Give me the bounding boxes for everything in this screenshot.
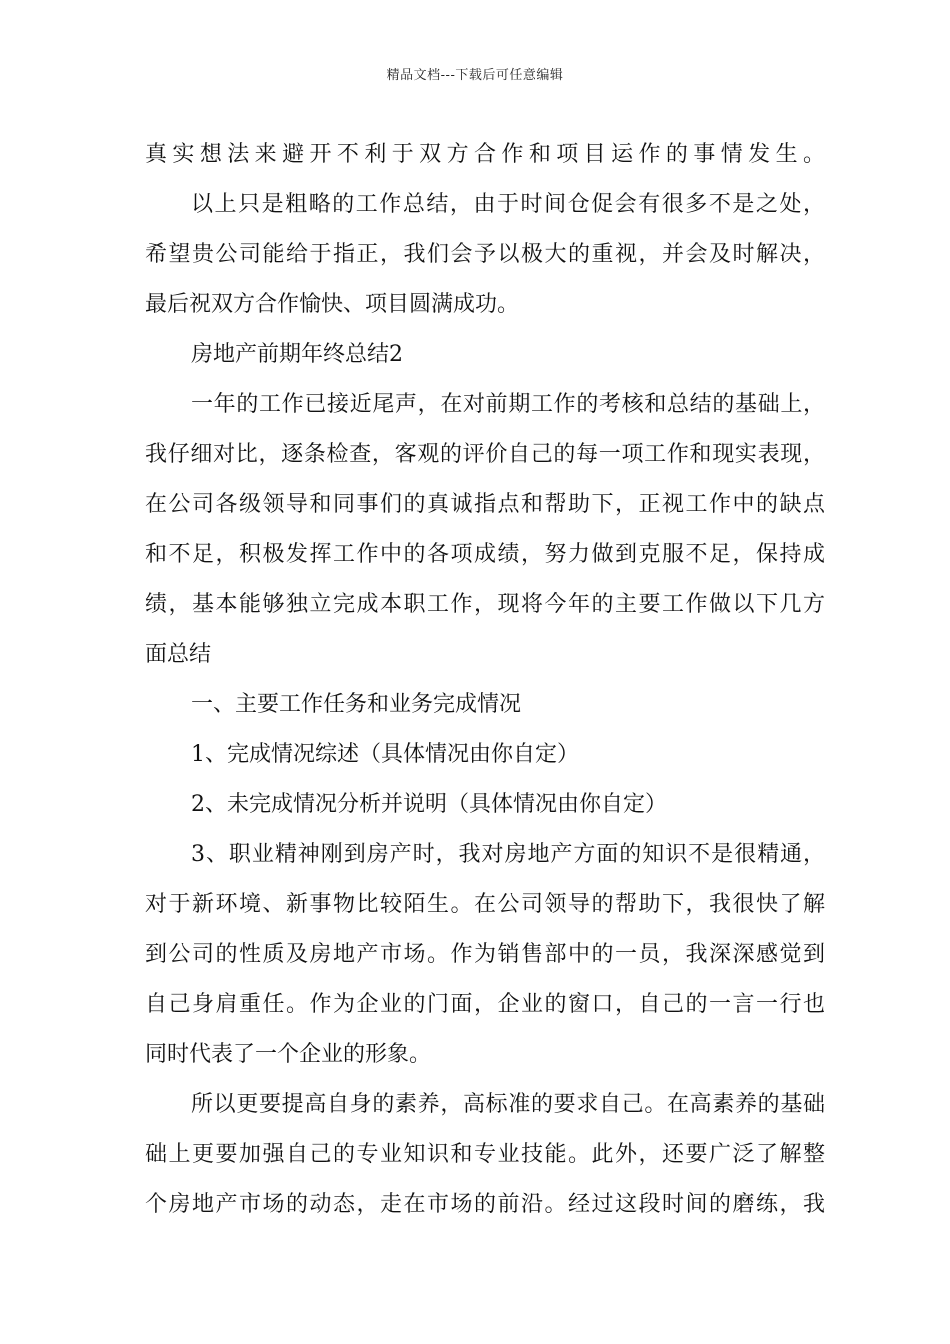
text-line: 所以更要提高自身的素养，高标准的要求自己。在高素养的基础 <box>191 1092 825 1117</box>
document-body <box>145 130 825 1230</box>
text-line: 我仔细对比，逐条检查，客观的评价自己的每一项工作和现实表现， <box>145 442 825 467</box>
text-line: 个房地产市场的动态，走在市场的前沿。经过这段时间的磨练，我 <box>145 1192 825 1217</box>
text-line: 一年的工作已接近尾声，在对前期工作的考核和总结的基础上， <box>191 392 825 417</box>
text-line: 同时代表了一个企业的形象。 <box>145 1042 432 1067</box>
text-line: 面总结 <box>145 642 212 667</box>
text-line: 到公司的性质及房地产市场。作为销售部中的一员，我深深感觉到 <box>145 942 825 967</box>
text-line: 在公司各级领导和同事们的真诚指点和帮助下，正视工作中的缺点 <box>145 492 825 517</box>
list-item: 2、未完成情况分析并说明（具体情况由你自定） <box>191 792 667 817</box>
text-line: 础上更要加强自己的专业知识和专业技能。此外，还要广泛了解整 <box>145 1142 825 1167</box>
text-line: 最后祝双方合作愉快、项目圆满成功。 <box>145 292 520 317</box>
text-line: 对于新环境、新事物比较陌生。在公司领导的帮助下，我很快了解 <box>145 892 825 917</box>
page-header: 精品文档---下载后可任意编辑 <box>386 68 564 83</box>
text-line: 和不足，积极发挥工作中的各项成绩，努力做到克服不足，保持成 <box>145 542 825 567</box>
heading-line: 一、主要工作任务和业务完成情况 <box>191 692 522 717</box>
list-item: 1、完成情况综述（具体情况由你自定） <box>191 742 579 767</box>
text-line: 希望贵公司能给于指正，我们会予以极大的重视，并会及时解决， <box>145 242 825 267</box>
text-line: 绩，基本能够独立完成本职工作，现将今年的主要工作做以下几方 <box>145 592 825 617</box>
section-title: 房地产前期年终总结2 <box>191 342 403 367</box>
text-line: 真实想法来避开不利于双方合作和项目运作的事情发生。 <box>145 142 825 167</box>
list-item: 3、职业精神刚到房产时，我对房地产方面的知识不是很精通， <box>191 842 825 867</box>
text-line: 以上只是粗略的工作总结，由于时间仓促会有很多不是之处， <box>191 192 825 217</box>
text-line: 自己身肩重任。作为企业的门面，企业的窗口，自己的一言一行也 <box>145 992 825 1017</box>
